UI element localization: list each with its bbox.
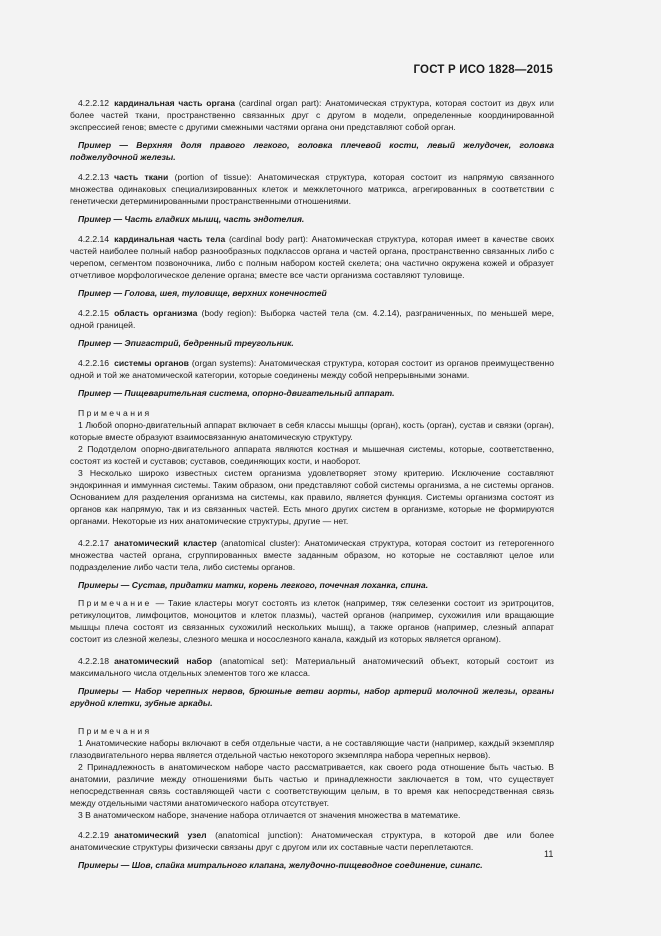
note	[70, 597, 554, 645]
example: Пример — Эпигастрий, бедренный треугольник.	[78, 338, 294, 348]
notes-heading: Примечания	[78, 726, 152, 736]
term-number: 4.2.2.18	[78, 656, 110, 666]
definition-text: : Анатомическая структура, которая состоит из органов преимущественно одной и той же анатомической категории, которые соединены между собой непрерывными зонами.	[70, 358, 554, 380]
term: кардинальная часть тела	[114, 234, 226, 244]
definition-text: : Анатомическая структура, которая состоит из гетерогенного множества частей органа, сгруппированных вместе заданным образом, но которые не составляют целое или подразделение либо части тела, либо системы органов.	[70, 538, 555, 572]
term-english: (cardinal body part)	[228, 234, 306, 244]
note-item: 3 Несколько широко известных систем организма удовлетворяет этому критерию. Исключение составляют эндокринная и иммунная системы. Таким образом, они представляют собой системы организма, а не системы органов. Основанием для разделения организма на системы, как правило, является функция. Системы организма состоят из органов как напрямую, так и из связанных частей. Есть много других систем в организме, которые не формируются органами. Некоторые из них анатомические структуры, другие — нет.	[70, 468, 554, 526]
definition-text: : Анатомическая структура, в которой две или более анатомические структуры физически связаны друг с другом или их составные части переплетаются.	[70, 830, 554, 852]
example: Пример — Пищеварительная система, опорно-двигательный аппарат.	[78, 388, 395, 398]
definition-4-2-2-12	[70, 97, 554, 133]
term-number: 4.2.2.12	[78, 98, 110, 108]
definition-text: : Анатомическая структура, которая состоит из двух или более частей ткани, пространственно связанных друг с другом в модели, определенные координированной экспрессией генов; вместе с другими смежными частями органа они представляют собой орган.	[70, 98, 554, 132]
term: часть ткани	[114, 172, 169, 182]
definition-4-2-2-17	[70, 537, 554, 573]
example: Пример — Часть гладких мышц, часть эндотелия.	[78, 214, 305, 224]
note-label: Примечание	[78, 598, 152, 608]
definition-4-2-2-16	[70, 357, 554, 381]
term-english: (body region)	[201, 308, 254, 318]
example: Пример — Голова, шея, туловище, верхних конечностей	[78, 288, 327, 298]
definition-text: : Анатомическая структура, которая имеет в качестве своих частей наиболее полный набор разнообразных подклассов органа и частей органа, пространственно связанных либо с черепом, сегментом позвоночника, либо с полным набором костей скелета; она частично окружена кожей и образует отчетливое морфологическое деление органа; вместе все части организма составляют туловище.	[70, 234, 554, 280]
term-english: (portion of tissue)	[174, 172, 250, 182]
term: анатомический кластер	[114, 538, 217, 548]
definition-4-2-2-15	[70, 307, 554, 331]
note-item: 2 Подотделом опорно-двигательного аппарата являются костная и мышечная системы, которые, соответственно, состоят из костей и суставов; суставов, соединяющих кости, и наоборот.	[70, 444, 554, 466]
term: область организма	[114, 308, 198, 318]
note-item: 2 Принадлежность в анатомическом наборе часто рассматривается, как своего рода отношение быть частью. В анатомии, различие между отношениями быть частью и принадлежности заключается в том, что существует непосредственная связь составляющей части с соответствующим целым, в то время как непосредственная связь между отдельными частями анатомического набора отсутствует.	[70, 762, 554, 808]
note-text: — Такие кластеры могут состоять из клеток (например, тяж селезенки состоит из эритроцитов, ретикулоцитов, лимфоцитов, моноцитов и клеток плазмы), частей органов (например, сухожилия или вращающие мышцы плеча состоят из связанных сухожилий нескольких мышц), а также органов (например, слезный аппарат состоит из слезной железы, слезного мешка и носослезного канала, каждый из которых является органом).	[70, 598, 554, 644]
term-english: (anatomical cluster)	[221, 538, 298, 548]
term-number: 4.2.2.19	[78, 830, 110, 840]
term-number: 4.2.2.15	[78, 308, 110, 318]
notes-heading: Примечания	[78, 408, 152, 418]
term-number: 4.2.2.17	[78, 538, 110, 548]
definition-4-2-2-19	[70, 829, 554, 853]
term: кардинальная часть органа	[114, 98, 236, 108]
definition-4-2-2-13	[70, 171, 554, 207]
definition-text: : Анатомическая структура, которая состоит из напрямую связанного множества одинаковых специализированных клеток и межклеточного матрикса, агрегированных в соответствии с генетически детерминированными пространственными отношениями.	[70, 172, 554, 206]
term-number: 4.2.2.14	[78, 234, 110, 244]
document-header: ГОСТ Р ИСО 1828—2015	[413, 64, 553, 76]
term-number: 4.2.2.16	[78, 358, 110, 368]
example: Примеры — Шов, спайка митрального клапана, желудочно-пищеводное соединение, синапс.	[78, 860, 483, 870]
definition-text: : Выборка частей тела (см. 4.2.14), разграниченных, по меньшей мере, одной границей.	[70, 308, 554, 330]
definition-4-2-2-14	[70, 233, 554, 281]
example: Примеры — Набор черепных нервов, брюшные ветви аорты, набор артерий молочной железы, органы грудной клетки, зубные аркады.	[70, 686, 554, 708]
definition-4-2-2-18	[70, 655, 554, 679]
term-english: (anatomical junction)	[215, 830, 301, 840]
term: анатомический набор	[114, 656, 213, 666]
note-item: 1 Любой опорно-двигательный аппарат включает в себя классы мышцы (орган), кость (орган), сустав и связки (орган), которые вместе образуют взаимосвязанную анатомическую структуру.	[70, 420, 554, 442]
term-number: 4.2.2.13	[78, 172, 110, 182]
document-body	[70, 97, 554, 871]
term-english: (organ systems)	[191, 358, 254, 368]
note-item: 1 Анатомические наборы включают в себя отдельные части, а не составляющие части (например, каждый экземпляр глазодвигательного нерва является отдельной частью некоторого экземпляра набора черепных нервов).	[70, 738, 554, 760]
example: Пример — Верхняя доля правого легкого, головка плечевой кости, левый желудочек, головка поджелудочной железы.	[70, 140, 554, 162]
term: анатомический узел	[114, 830, 207, 840]
term-english: (cardinal organ part)	[238, 98, 320, 108]
page-number: 11	[544, 849, 554, 859]
definition-text: : Материальный анатомический объект, который состоит из максимального числа отдельных элементов того же класса.	[70, 656, 554, 678]
note-item: 3 В анатомическом наборе, значение набора отличается от значения множества в математике.	[78, 810, 461, 820]
term-english: (anatomical set)	[219, 656, 286, 666]
term: системы органов	[114, 358, 189, 368]
example: Примеры — Сустав, придатки матки, корень легкого, почечная лоханка, спина.	[78, 580, 429, 590]
